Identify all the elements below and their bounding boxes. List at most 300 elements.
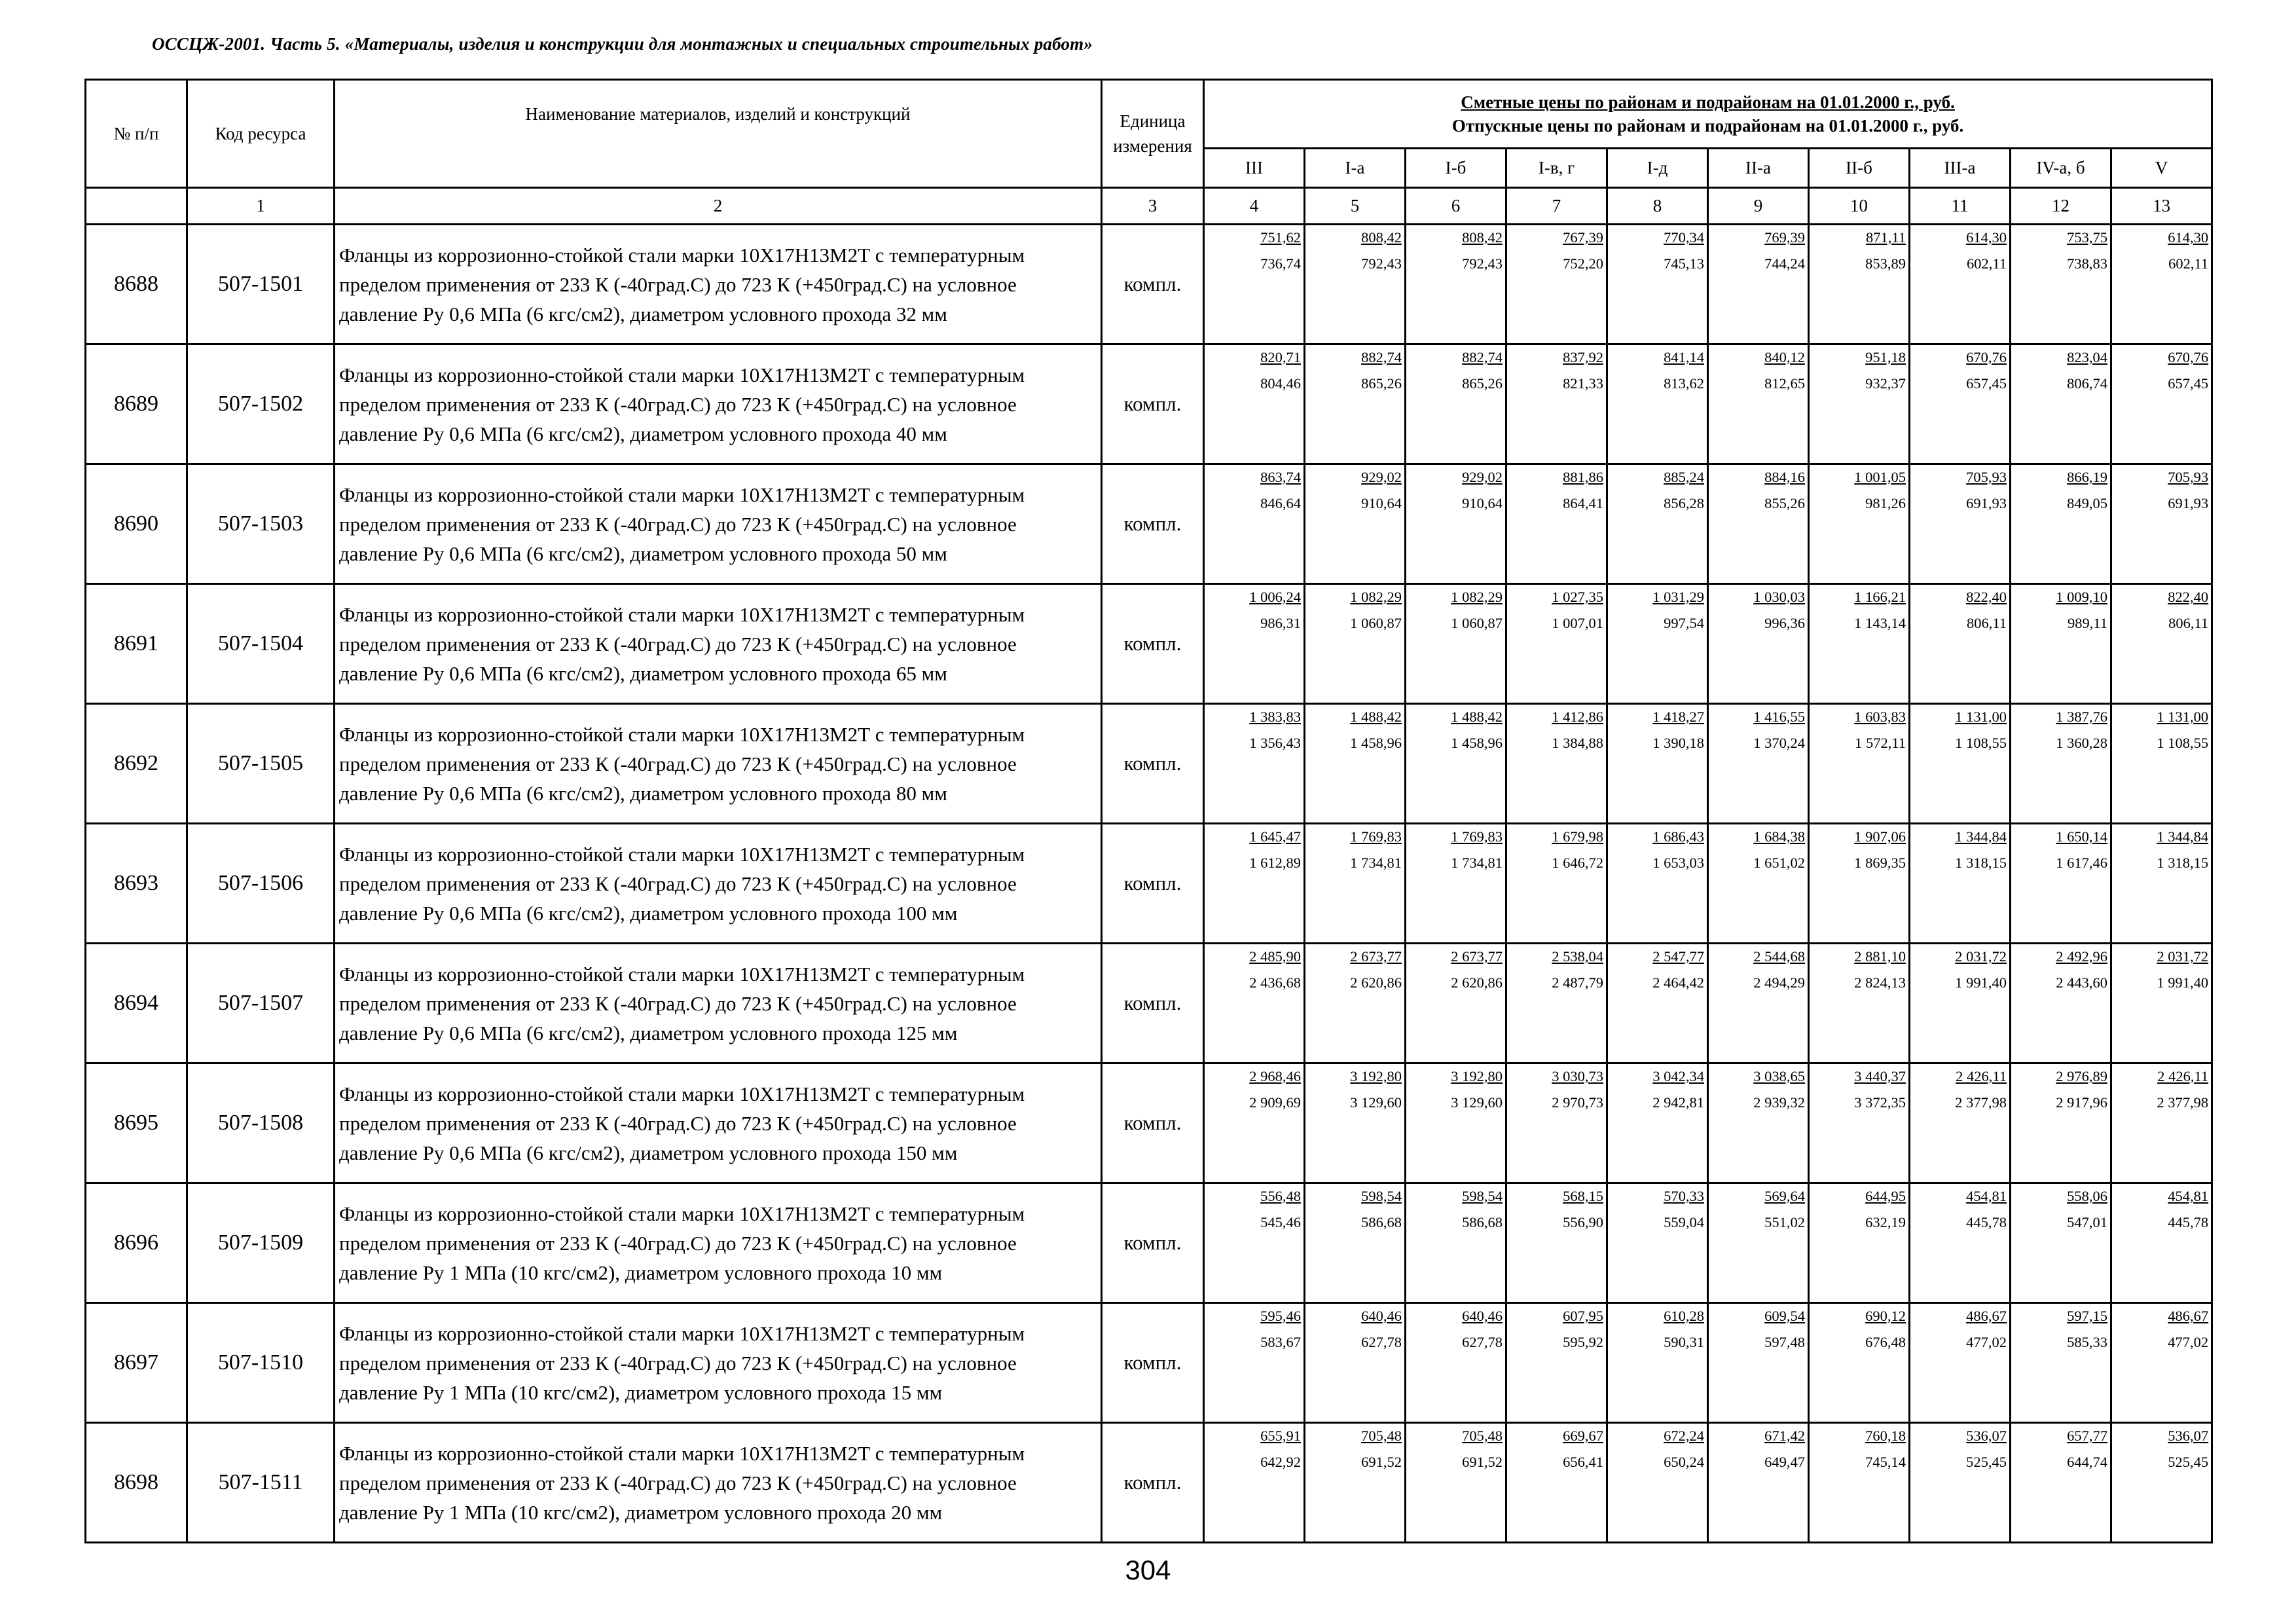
release-price: 855,26	[1764, 495, 1805, 511]
resource-code: 507-1507	[187, 944, 335, 1063]
price-cell	[1506, 344, 1607, 464]
estimated-price: 1 082,29	[1350, 589, 1402, 605]
estimated-price: 598,54	[1361, 1188, 1402, 1204]
price-cell	[1204, 225, 1305, 344]
price-cell	[1910, 1303, 2011, 1423]
price-cell	[1406, 1183, 1506, 1303]
table-row	[86, 704, 2212, 824]
header-price-estimated: Сметные цены по районам и подрайонам на 01.01.2000 г., руб.	[1461, 92, 1955, 112]
estimated-price: 808,42	[1462, 229, 1503, 246]
price-cell	[1506, 1303, 1607, 1423]
release-price: 657,45	[1966, 375, 2007, 392]
price-cell	[1506, 225, 1607, 344]
estimated-price: 837,92	[1563, 349, 1603, 365]
row-number: 8693	[86, 824, 187, 944]
price-cell	[2111, 824, 2212, 944]
header-col-no: № п/п	[86, 80, 187, 188]
release-price: 1 458,96	[1350, 735, 1402, 751]
price-cell	[1406, 1303, 1506, 1423]
price-cell	[1809, 1303, 1910, 1423]
price-cell	[2011, 944, 2111, 1063]
estimated-price: 951,18	[1865, 349, 1906, 365]
release-price: 1 318,15	[1955, 855, 2007, 871]
price-cell	[1204, 344, 1305, 464]
release-price: 602,11	[2168, 255, 2209, 272]
release-price: 691,52	[1462, 1454, 1503, 1470]
price-cell	[1204, 1183, 1305, 1303]
resource-code: 507-1511	[187, 1423, 335, 1543]
price-cell	[1708, 225, 1809, 344]
estimated-price: 536,07	[2168, 1428, 2209, 1444]
price-cell	[1506, 1423, 1607, 1543]
release-price: 806,74	[2067, 375, 2107, 392]
release-price: 1 869,35	[1854, 855, 1906, 871]
estimated-price: 1 027,35	[1552, 589, 1603, 605]
price-cell	[1708, 1063, 1809, 1183]
estimated-price: 751,62	[1260, 229, 1301, 246]
estimated-price: 753,75	[2067, 229, 2107, 246]
release-price: 806,11	[2168, 615, 2209, 631]
release-price: 1 143,14	[1854, 615, 1906, 631]
estimated-price: 1 131,00	[1955, 709, 2007, 725]
estimated-price: 1 488,42	[1350, 709, 1402, 725]
release-price: 602,11	[1966, 255, 2007, 272]
price-cell	[1910, 1063, 2011, 1183]
header-region: I-в, г	[1506, 149, 1607, 188]
release-price: 650,24	[1664, 1454, 1704, 1470]
release-price: 738,83	[2067, 255, 2107, 272]
price-cell	[1506, 944, 1607, 1063]
price-cell	[2011, 1303, 2111, 1423]
resource-code: 507-1506	[187, 824, 335, 944]
estimated-price: 822,40	[1966, 589, 2007, 605]
price-cell	[1607, 1303, 1708, 1423]
price-cell	[1809, 225, 1910, 344]
release-price: 2 487,79	[1552, 974, 1603, 991]
price-cell	[1910, 1183, 2011, 1303]
price-cell	[1204, 464, 1305, 584]
price-cell	[1204, 824, 1305, 944]
table-row	[86, 1423, 2212, 1543]
price-cell	[1607, 1063, 1708, 1183]
column-number: 12	[2011, 188, 2111, 225]
release-price: 2 620,86	[1350, 974, 1402, 991]
price-cell	[1809, 584, 1910, 704]
column-number: 11	[1910, 188, 2011, 225]
estimated-price: 1 030,03	[1753, 589, 1805, 605]
estimated-price: 767,39	[1563, 229, 1603, 246]
price-cell	[2011, 1063, 2111, 1183]
estimated-price: 882,74	[1361, 349, 1402, 365]
release-price: 1 356,43	[1249, 735, 1301, 751]
release-price: 853,89	[1865, 255, 1906, 272]
estimated-price: 1 344,84	[1955, 828, 2007, 845]
release-price: 792,43	[1361, 255, 1402, 272]
price-cell	[1305, 1063, 1406, 1183]
price-cell	[1204, 1423, 1305, 1543]
estimated-price: 1 907,06	[1854, 828, 1906, 845]
estimated-price: 655,91	[1260, 1428, 1301, 1444]
price-cell	[1910, 944, 2011, 1063]
price-cell	[2111, 1423, 2212, 1543]
estimated-price: 556,48	[1260, 1188, 1301, 1204]
release-price: 1 653,03	[1652, 855, 1704, 871]
estimated-price: 1 031,29	[1652, 589, 1704, 605]
release-price: 804,46	[1260, 375, 1301, 392]
release-price: 586,68	[1462, 1214, 1503, 1230]
release-price: 745,14	[1865, 1454, 1906, 1470]
estimated-price: 760,18	[1865, 1428, 1906, 1444]
header-region: II-а	[1708, 149, 1809, 188]
estimated-price: 657,77	[2067, 1428, 2107, 1444]
material-name: Фланцы из коррозионно-стойкой стали марки 10Х17Н13М2Т с температурным пределом применения от 233 К (-40град.С) до 723 К (+450град.С) на условное давление Ру 0,6 МПа (6 кгс/см2), диаметром условного прохода 125 мм	[335, 944, 1102, 1063]
release-price: 1 108,55	[1955, 735, 2007, 751]
release-price: 595,92	[1563, 1334, 1603, 1350]
estimated-price: 1 009,10	[2056, 589, 2107, 605]
header-row-column-numbers	[86, 188, 2212, 225]
price-cell	[1607, 824, 1708, 944]
release-price: 445,78	[1966, 1214, 2007, 1230]
price-cell	[1204, 584, 1305, 704]
material-name: Фланцы из коррозионно-стойкой стали марки 10Х17Н13М2Т с температурным пределом применения от 233 К (-40град.С) до 723 К (+450град.С) на условное давление Ру 1 МПа (10 кгс/см2), диаметром условного прохода 10 мм	[335, 1183, 1102, 1303]
price-cell	[1305, 584, 1406, 704]
estimated-price: 1 082,29	[1451, 589, 1503, 605]
release-price: 1 991,40	[2157, 974, 2209, 991]
release-price: 525,45	[2168, 1454, 2209, 1470]
release-price: 1 612,89	[1249, 855, 1301, 871]
row-number: 8697	[86, 1303, 187, 1423]
resource-code: 507-1502	[187, 344, 335, 464]
release-price: 656,41	[1563, 1454, 1603, 1470]
release-price: 752,20	[1563, 255, 1603, 272]
estimated-price: 3 042,34	[1652, 1068, 1704, 1084]
release-price: 989,11	[2067, 615, 2107, 631]
column-number: 7	[1506, 188, 1607, 225]
estimated-price: 1 650,14	[2056, 828, 2107, 845]
estimated-price: 536,07	[1966, 1428, 2007, 1444]
release-price: 632,19	[1865, 1214, 1906, 1230]
estimated-price: 610,28	[1664, 1308, 1704, 1324]
unit-of-measure: компл.	[1102, 1063, 1204, 1183]
estimated-price: 1 769,83	[1350, 828, 1402, 845]
release-price: 792,43	[1462, 255, 1503, 272]
table-row	[86, 225, 2212, 344]
price-cell	[1910, 464, 2011, 584]
estimated-price: 1 769,83	[1451, 828, 1503, 845]
release-price: 551,02	[1764, 1214, 1805, 1230]
release-price: 477,02	[2168, 1334, 2209, 1350]
page-number: 304	[1125, 1555, 1171, 1585]
price-cell	[2111, 1303, 2212, 1423]
estimated-price: 1 684,38	[1753, 828, 1805, 845]
column-number: 8	[1607, 188, 1708, 225]
estimated-price: 3 038,65	[1753, 1068, 1805, 1084]
estimated-price: 1 412,86	[1552, 709, 1603, 725]
estimated-price: 570,33	[1664, 1188, 1704, 1204]
price-cell	[1406, 464, 1506, 584]
release-price: 2 494,29	[1753, 974, 1805, 991]
table-body	[86, 225, 2212, 1543]
price-cell	[2111, 584, 2212, 704]
release-price: 997,54	[1664, 615, 1704, 631]
header-region: V	[2111, 149, 2212, 188]
header-region: I-д	[1607, 149, 1708, 188]
price-cell	[1204, 704, 1305, 824]
price-cell	[1506, 1183, 1607, 1303]
estimated-price: 1 645,47	[1249, 828, 1301, 845]
estimated-price: 863,74	[1260, 469, 1301, 485]
header-region: I-б	[1406, 149, 1506, 188]
estimated-price: 2 673,77	[1350, 948, 1402, 965]
estimated-price: 2 881,10	[1854, 948, 1906, 965]
estimated-price: 3 030,73	[1552, 1068, 1603, 1084]
price-cell	[1506, 584, 1607, 704]
price-cell	[2011, 344, 2111, 464]
header-col-code: Код ресурса	[187, 80, 335, 188]
price-cell	[2011, 1423, 2111, 1543]
price-cell	[1708, 344, 1809, 464]
column-number: 1	[187, 188, 335, 225]
price-cell	[1406, 704, 1506, 824]
release-price: 545,46	[1260, 1214, 1301, 1230]
release-price: 736,74	[1260, 255, 1301, 272]
estimated-price: 1 166,21	[1854, 589, 1906, 605]
price-cell	[1305, 344, 1406, 464]
row-number: 8696	[86, 1183, 187, 1303]
row-number: 8698	[86, 1423, 187, 1543]
material-name: Фланцы из коррозионно-стойкой стали марки 10Х17Н13М2Т с температурным пределом применения от 233 К (-40град.С) до 723 К (+450град.С) на условное давление Ру 1 МПа (10 кгс/см2), диаметром условного прохода 20 мм	[335, 1423, 1102, 1543]
release-price: 2 970,73	[1552, 1094, 1603, 1111]
estimated-price: 1 006,24	[1249, 589, 1301, 605]
material-name: Фланцы из коррозионно-стойкой стали марки 10Х17Н13М2Т с температурным пределом применения от 233 К (-40град.С) до 723 К (+450град.С) на условное давление Ру 0,6 МПа (6 кгс/см2), диаметром условного прохода 65 мм	[335, 584, 1102, 704]
release-price: 649,47	[1764, 1454, 1805, 1470]
release-price: 3 129,60	[1451, 1094, 1503, 1111]
header-price-group	[1204, 80, 2212, 149]
resource-code: 507-1503	[187, 464, 335, 584]
estimated-price: 884,16	[1764, 469, 1805, 485]
estimated-price: 1 416,55	[1753, 709, 1805, 725]
header-price-release: Отпускные цены по районам и подрайонам на 01.01.2000 г., руб.	[1451, 116, 1964, 136]
release-price: 1 390,18	[1652, 735, 1704, 751]
release-price: 821,33	[1563, 375, 1603, 392]
release-price: 1 007,01	[1552, 615, 1603, 631]
release-price: 642,92	[1260, 1454, 1301, 1470]
estimated-price: 2 485,90	[1249, 948, 1301, 965]
estimated-price: 1 686,43	[1652, 828, 1704, 845]
estimated-price: 2 538,04	[1552, 948, 1603, 965]
price-cell	[1204, 1303, 1305, 1423]
release-price: 1 458,96	[1451, 735, 1503, 751]
release-price: 744,24	[1764, 255, 1805, 272]
release-price: 1 617,46	[2056, 855, 2107, 871]
estimated-price: 672,24	[1664, 1428, 1704, 1444]
table-row	[86, 1183, 2212, 1303]
estimated-price: 1 603,83	[1854, 709, 1906, 725]
release-price: 2 942,81	[1652, 1094, 1704, 1111]
estimated-price: 1 488,42	[1451, 709, 1503, 725]
material-name: Фланцы из коррозионно-стойкой стали марки 10Х17Н13М2Т с температурным пределом применения от 233 К (-40град.С) до 723 К (+450град.С) на условное давление Ру 0,6 МПа (6 кгс/см2), диаметром условного прохода 80 мм	[335, 704, 1102, 824]
table-row	[86, 1303, 2212, 1423]
header-region: I-а	[1305, 149, 1406, 188]
release-price: 644,74	[2067, 1454, 2107, 1470]
release-price: 806,11	[1966, 615, 2007, 631]
price-cell	[1708, 944, 1809, 1063]
price-cell	[2111, 1183, 2212, 1303]
estimated-price: 770,34	[1664, 229, 1704, 246]
price-cell	[1607, 584, 1708, 704]
release-price: 547,01	[2067, 1214, 2107, 1230]
release-price: 676,48	[1865, 1334, 1906, 1350]
column-number: 13	[2111, 188, 2212, 225]
material-name: Фланцы из коррозионно-стойкой стали марки 10Х17Н13М2Т с температурным пределом применения от 233 К (-40град.С) до 723 К (+450град.С) на условное давление Ру 0,6 МПа (6 кгс/см2), диаметром условного прохода 150 мм	[335, 1063, 1102, 1183]
price-cell	[1910, 824, 2011, 944]
estimated-price: 2 976,89	[2056, 1068, 2107, 1084]
estimated-price: 670,76	[1966, 349, 2007, 365]
price-cell	[2011, 1183, 2111, 1303]
estimated-price: 486,67	[1966, 1308, 2007, 1324]
price-cell	[2111, 344, 2212, 464]
release-price: 597,48	[1764, 1334, 1805, 1350]
estimated-price: 595,46	[1260, 1308, 1301, 1324]
price-cell	[2111, 944, 2212, 1063]
release-price: 1 734,81	[1451, 855, 1503, 871]
estimated-price: 558,06	[2067, 1188, 2107, 1204]
price-cell	[2011, 704, 2111, 824]
row-number: 8689	[86, 344, 187, 464]
table-row	[86, 344, 2212, 464]
estimated-price: 597,15	[2067, 1308, 2107, 1324]
estimated-price: 882,74	[1462, 349, 1503, 365]
estimated-price: 670,76	[2168, 349, 2209, 365]
column-number: 2	[335, 188, 1102, 225]
release-price: 1 060,87	[1451, 615, 1503, 631]
table-row	[86, 464, 2212, 584]
price-cell	[1708, 824, 1809, 944]
price-cell	[1607, 944, 1708, 1063]
unit-of-measure: компл.	[1102, 344, 1204, 464]
price-cell	[1406, 1423, 1506, 1543]
column-number: 5	[1305, 188, 1406, 225]
release-price: 691,93	[1966, 495, 2007, 511]
price-cell	[1708, 1303, 1809, 1423]
table-row	[86, 1063, 2212, 1183]
price-cell	[2111, 464, 2212, 584]
estimated-price: 840,12	[1764, 349, 1805, 365]
release-price: 2 436,68	[1249, 974, 1301, 991]
column-number: 9	[1708, 188, 1809, 225]
price-cell	[1406, 1063, 1506, 1183]
material-name: Фланцы из коррозионно-стойкой стали марки 10Х17Н13М2Т с температурным пределом применения от 233 К (-40град.С) до 723 К (+450град.С) на условное давление Ру 0,6 МПа (6 кгс/см2), диаметром условного прохода 32 мм	[335, 225, 1102, 344]
price-cell	[2111, 704, 2212, 824]
estimated-price: 614,30	[2168, 229, 2209, 246]
release-price: 525,45	[1966, 1454, 2007, 1470]
unit-of-measure: компл.	[1102, 1183, 1204, 1303]
release-price: 3 372,35	[1854, 1094, 1906, 1111]
estimated-price: 568,15	[1563, 1188, 1603, 1204]
header-col-name: Наименование материалов, изделий и конструкций	[335, 80, 1102, 188]
row-number: 8690	[86, 464, 187, 584]
estimated-price: 1 387,76	[2056, 709, 2107, 725]
price-cell	[1305, 944, 1406, 1063]
price-cell	[1708, 704, 1809, 824]
release-price: 583,67	[1260, 1334, 1301, 1350]
price-cell	[1406, 944, 1506, 1063]
price-cell	[1305, 1183, 1406, 1303]
price-cell	[1506, 464, 1607, 584]
price-cell	[1708, 464, 1809, 584]
price-cell	[1607, 1183, 1708, 1303]
header-region: III	[1204, 149, 1305, 188]
estimated-price: 3 192,80	[1451, 1068, 1503, 1084]
release-price: 691,52	[1361, 1454, 1402, 1470]
unit-of-measure: компл.	[1102, 944, 1204, 1063]
estimated-price: 614,30	[1966, 229, 2007, 246]
estimated-price: 3 440,37	[1854, 1068, 1906, 1084]
release-price: 691,93	[2168, 495, 2209, 511]
row-number: 8691	[86, 584, 187, 704]
release-price: 586,68	[1361, 1214, 1402, 1230]
resource-code: 507-1510	[187, 1303, 335, 1423]
estimated-price: 705,48	[1462, 1428, 1503, 1444]
release-price: 865,26	[1462, 375, 1503, 392]
price-cell	[2011, 824, 2111, 944]
material-name: Фланцы из коррозионно-стойкой стали марки 10Х17Н13М2Т с температурным пределом применения от 233 К (-40град.С) до 723 К (+450град.С) на условное давление Ру 0,6 МПа (6 кгс/см2), диаметром условного прохода 100 мм	[335, 824, 1102, 944]
price-cell	[1809, 344, 1910, 464]
estimated-price: 1 418,27	[1652, 709, 1704, 725]
release-price: 1 318,15	[2157, 855, 2209, 871]
estimated-price: 644,95	[1865, 1188, 1906, 1204]
estimated-price: 598,54	[1462, 1188, 1503, 1204]
price-cell	[1506, 824, 1607, 944]
release-price: 1 651,02	[1753, 855, 1805, 871]
estimated-price: 808,42	[1361, 229, 1402, 246]
estimated-price: 690,12	[1865, 1308, 1906, 1324]
price-cell	[1305, 704, 1406, 824]
row-number: 8694	[86, 944, 187, 1063]
estimated-price: 705,93	[2168, 469, 2209, 485]
release-price: 1 108,55	[2157, 735, 2209, 751]
column-number: 10	[1809, 188, 1910, 225]
unit-of-measure: компл.	[1102, 824, 1204, 944]
price-cell	[1607, 225, 1708, 344]
price-cell	[1506, 1063, 1607, 1183]
table-row	[86, 944, 2212, 1063]
price-cell	[1809, 824, 1910, 944]
price-cell	[1406, 584, 1506, 704]
price-cell	[1809, 1423, 1910, 1543]
release-price: 2 443,60	[2056, 974, 2107, 991]
estimated-price: 454,81	[1966, 1188, 2007, 1204]
price-cell	[1607, 704, 1708, 824]
estimated-price: 1 001,05	[1854, 469, 1906, 485]
estimated-price: 2 031,72	[2157, 948, 2209, 965]
column-number-blank	[86, 188, 187, 225]
resource-code: 507-1505	[187, 704, 335, 824]
price-cell	[1406, 344, 1506, 464]
release-price: 2 620,86	[1451, 974, 1503, 991]
release-price: 864,41	[1563, 495, 1603, 511]
header-region: III-а	[1910, 149, 2011, 188]
unit-of-measure: компл.	[1102, 464, 1204, 584]
price-cell	[1708, 1183, 1809, 1303]
estimated-price: 2 492,96	[2056, 948, 2107, 965]
release-price: 1 384,88	[1552, 735, 1603, 751]
unit-of-measure: компл.	[1102, 704, 1204, 824]
release-price: 996,36	[1764, 615, 1805, 631]
estimated-price: 871,11	[1865, 229, 1906, 246]
column-number: 6	[1406, 188, 1506, 225]
release-price: 812,65	[1764, 375, 1805, 392]
